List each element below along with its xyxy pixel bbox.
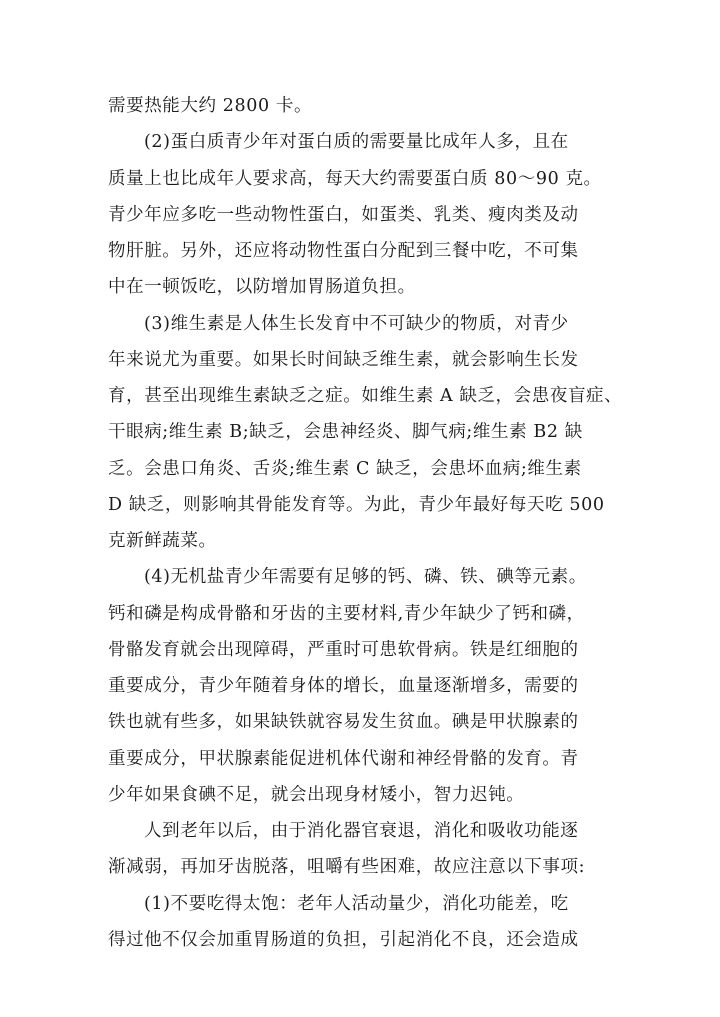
text-line: 需要热能大约 2800 卡。 (108, 96, 313, 116)
text-line: 人到老年以后，由于消化器官衰退，消化和吸收功能逐 (144, 821, 579, 841)
text-line: 重要成分，青少年随着身体的增长，血量逐渐增多，需要的 (108, 676, 579, 696)
text-line: 钙和磷是构成骨骼和牙齿的主要材料,青少年缺少了钙和磷， (108, 603, 585, 624)
text-line: 中在一顿饭吃，以防增加胃肠道负担。 (108, 277, 416, 298)
text-line: 干眼病;维生素 B;缺乏，会患神经炎、脚气病;维生素 B2 缺 (108, 422, 583, 443)
text-line: 重要成分，甲状腺素能促进机体代谢和神经骨骼的发育。青 (108, 748, 579, 769)
text-line: (2)蛋白质青少年对蛋白质的需要量比成年人多，且在 (144, 132, 569, 153)
text-line: 骨骼发育就会出现障碍，严重时可患软骨病。铁是红细胞的 (108, 639, 579, 660)
text-line: 育，甚至出现维生素缺乏之症。如维生素 A 缺乏，会患夜盲症、 (108, 386, 623, 406)
text-line: (1)不要吃得太饱：老年人活动量少，消化功能差，吃 (144, 893, 569, 914)
text-line: 质量上也比成年人要求高，每天大约需要蛋白质 80～90 克。 (108, 168, 602, 189)
text-line: 得过他不仅会加重胃肠道的负担，引起消化不良，还会造成 (108, 929, 579, 950)
text-line: 年来说尤为重要。如果长时间缺乏维生素，就会影响生长发 (108, 349, 579, 370)
text-line: 克新鲜蔬菜。 (108, 531, 217, 551)
text-line: 铁也就有些多，如果缺铁就容易发生贫血。碘是甲状腺素的 (108, 712, 579, 733)
text-line: 乏。会患口角炎、舌炎;维生素 C 缺乏，会患坏血病;维生素 (108, 458, 582, 479)
text-line: 青少年应多吃一些动物性蛋白，如蛋类、乳类、瘦肉类及动 (108, 204, 579, 225)
text-line: D 缺乏，则影响其骨能发育等。为此，青少年最好每天吃 500 (108, 494, 605, 515)
text-line: 物肝脏。另外，还应将动物性蛋白分配到三餐中吃，不可集 (108, 241, 579, 261)
text-line: 少年如果食碘不足，就会出现身材矮小，智力迟钝。 (108, 784, 525, 805)
text-line: 渐减弱，再加牙齿脱落，咀嚼有些困难，故应注意以下事项: (108, 857, 586, 878)
text-line: (3)维生素是人体生长发育中不可缺少的物质，对青少 (144, 313, 569, 334)
document-page (108, 88, 628, 958)
text-line: (4)无机盐青少年需要有足够的钙、磷、铁、碘等元素。 (144, 567, 587, 588)
